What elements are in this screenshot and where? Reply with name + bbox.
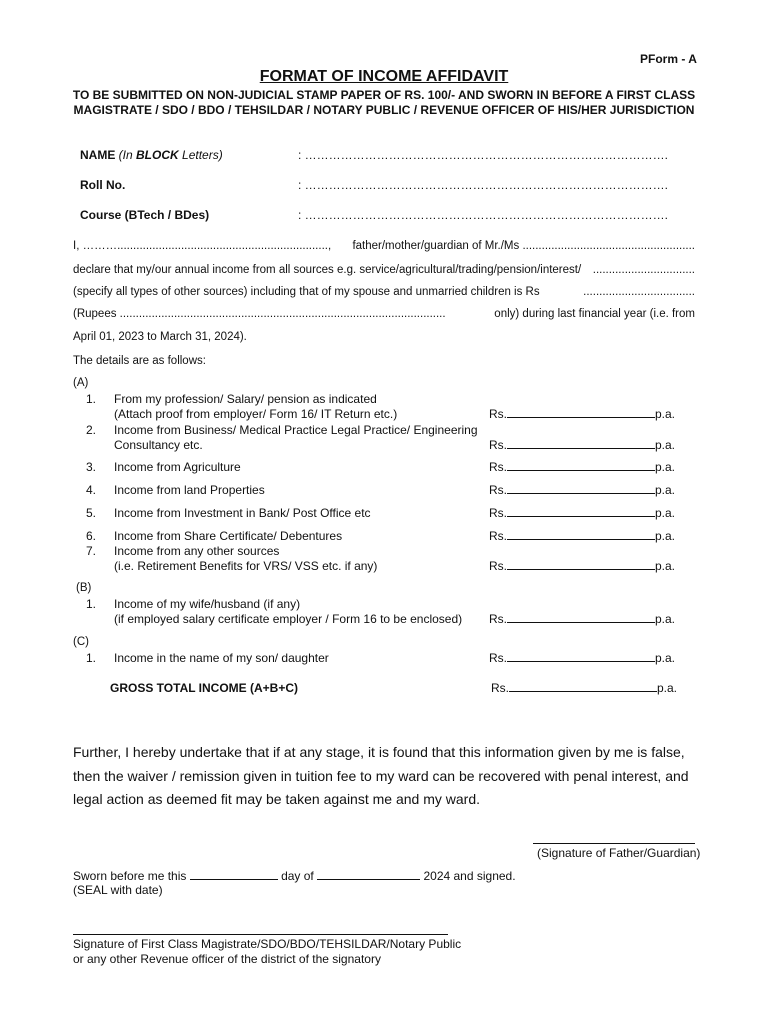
course-label: Course (BTech / BDes) <box>80 208 210 222</box>
page-title: FORMAT OF INCOME AFFIDAVIT <box>259 68 509 85</box>
section-b-label: (B) <box>76 582 92 594</box>
guardian-signature-line[interactable] <box>533 843 695 844</box>
item-spouse-line1: Income of my wife/husband (if any) <box>114 597 301 611</box>
declaration-line-1: I, ……….................................................................., father/mother/guardian of Mr./Ms ...................................................... <box>73 240 695 252</box>
sworn-date-blank[interactable] <box>190 868 278 880</box>
item-number: 4. <box>85 483 96 497</box>
undertaking-line-3: legal action as deemed fit may be taken against me and my ward. <box>73 791 480 807</box>
sworn-statement: Sworn before me this day of 2024 and signed. <box>73 869 516 883</box>
item-investment: Income from Investment in Bank/ Post Office etc <box>114 506 371 520</box>
item-other-line2: (i.e. Retirement Benefits for VRS/ VSS etc. if any) <box>114 559 378 573</box>
section-c-label: (C) <box>73 636 89 648</box>
subtitle-line-2: MAGISTRATE / SDO / BDO / TEHSILDAR / NOTARY PUBLIC / REVENUE OFFICER OF HIS/HER JURISDICTION <box>73 103 695 117</box>
amount-field[interactable]: Rs. p.a. <box>489 651 676 665</box>
amount-field[interactable]: Rs. p.a. <box>489 407 676 421</box>
amount-field[interactable]: Rs. p.a. <box>489 506 676 520</box>
magistrate-signature-line[interactable] <box>73 934 448 935</box>
item-number: 1. <box>85 597 96 611</box>
item-shares: Income from Share Certificate/ Debentures <box>114 529 343 543</box>
item-business-line2: Consultancy etc. <box>114 438 203 452</box>
roll-no-field[interactable]: : ………………………………………………………………………………. <box>298 178 669 192</box>
amount-field[interactable]: Rs. p.a. <box>489 438 676 452</box>
undertaking-line-1: Further, I hereby undertake that if at any stage, it is found that this information given by me is false, <box>73 744 685 760</box>
subtitle-line-1: TO BE SUBMITTED ON NON-JUDICIAL STAMP PAPER OF RS. 100/- AND SWORN IN BEFORE A FIRST CLASS <box>72 88 696 102</box>
declaration-line-3: (specify all types of other sources) including that of my spouse and unmarried children is Rs ................................... <box>73 286 695 298</box>
seal-label: (SEAL with date) <box>73 883 163 897</box>
gross-total-label: GROSS TOTAL INCOME (A+B+C) <box>110 681 299 695</box>
item-number: 2. <box>85 423 96 437</box>
amount-field[interactable]: Rs. p.a. <box>489 529 676 543</box>
item-other-line1: Income from any other sources <box>114 544 280 558</box>
item-profession-line1: From my profession/ Salary/ pension as indicated <box>114 392 377 406</box>
item-number: 3. <box>85 460 96 474</box>
item-profession-line2: (Attach proof from employer/ Form 16/ IT Return etc.) <box>114 407 398 421</box>
roll-no-label: Roll No. <box>80 178 126 192</box>
declaration-line-2: declare that my/our annual income from all sources e.g. service/agricultural/trading/pension/interest/ ................................ <box>73 264 695 276</box>
item-land: Income from land Properties <box>114 483 265 497</box>
item-number: 5. <box>85 506 96 520</box>
item-agriculture: Income from Agriculture <box>114 460 241 474</box>
amount-field[interactable]: Rs. p.a. <box>489 460 676 474</box>
item-number: 1. <box>85 392 96 406</box>
magistrate-signature-label-1: Signature of First Class Magistrate/SDO/BDO/TEHSILDAR/Notary Public <box>73 937 462 951</box>
item-number: 6. <box>85 529 96 543</box>
magistrate-signature-label-2: or any other Revenue officer of the district of the signatory <box>73 952 381 966</box>
item-children: Income in the name of my son/ daughter <box>114 651 329 665</box>
declaration-line-5: April 01, 2023 to March 31, 2024). <box>73 331 247 343</box>
item-business-line1: Income from Business/ Medical Practice Legal Practice/ Engineering <box>114 423 478 437</box>
gross-total-field[interactable]: Rs. p.a. <box>491 681 678 695</box>
guardian-signature-label: (Signature of Father/Guardian) <box>537 846 701 860</box>
details-intro: The details are as follows: <box>73 355 206 367</box>
declaration-line-4: (Rupees ...................................................................................................... only) during last financial year (i.e. from <box>73 308 695 320</box>
amount-field[interactable]: Rs. p.a. <box>489 612 676 626</box>
amount-field[interactable]: Rs. p.a. <box>489 483 676 497</box>
item-number: 7. <box>85 544 96 558</box>
course-field[interactable]: : ………………………………………………………………………………. <box>298 208 669 222</box>
undertaking-line-2: then the waiver / remission given in tuition fee to my ward can be recovered with penal interest, and <box>73 768 689 784</box>
item-number: 1. <box>85 651 96 665</box>
section-a-label: (A) <box>73 377 89 389</box>
item-spouse-line2: (if employed salary certificate employer / Form 16 to be enclosed) <box>114 612 463 626</box>
form-number: PForm - A <box>640 52 697 66</box>
sworn-month-blank[interactable] <box>317 868 420 880</box>
amount-field[interactable]: Rs. p.a. <box>489 559 676 573</box>
name-field[interactable]: : ………………………………………………………………………………. <box>298 148 669 162</box>
name-label: NAME (In BLOCK Letters) <box>80 148 223 162</box>
